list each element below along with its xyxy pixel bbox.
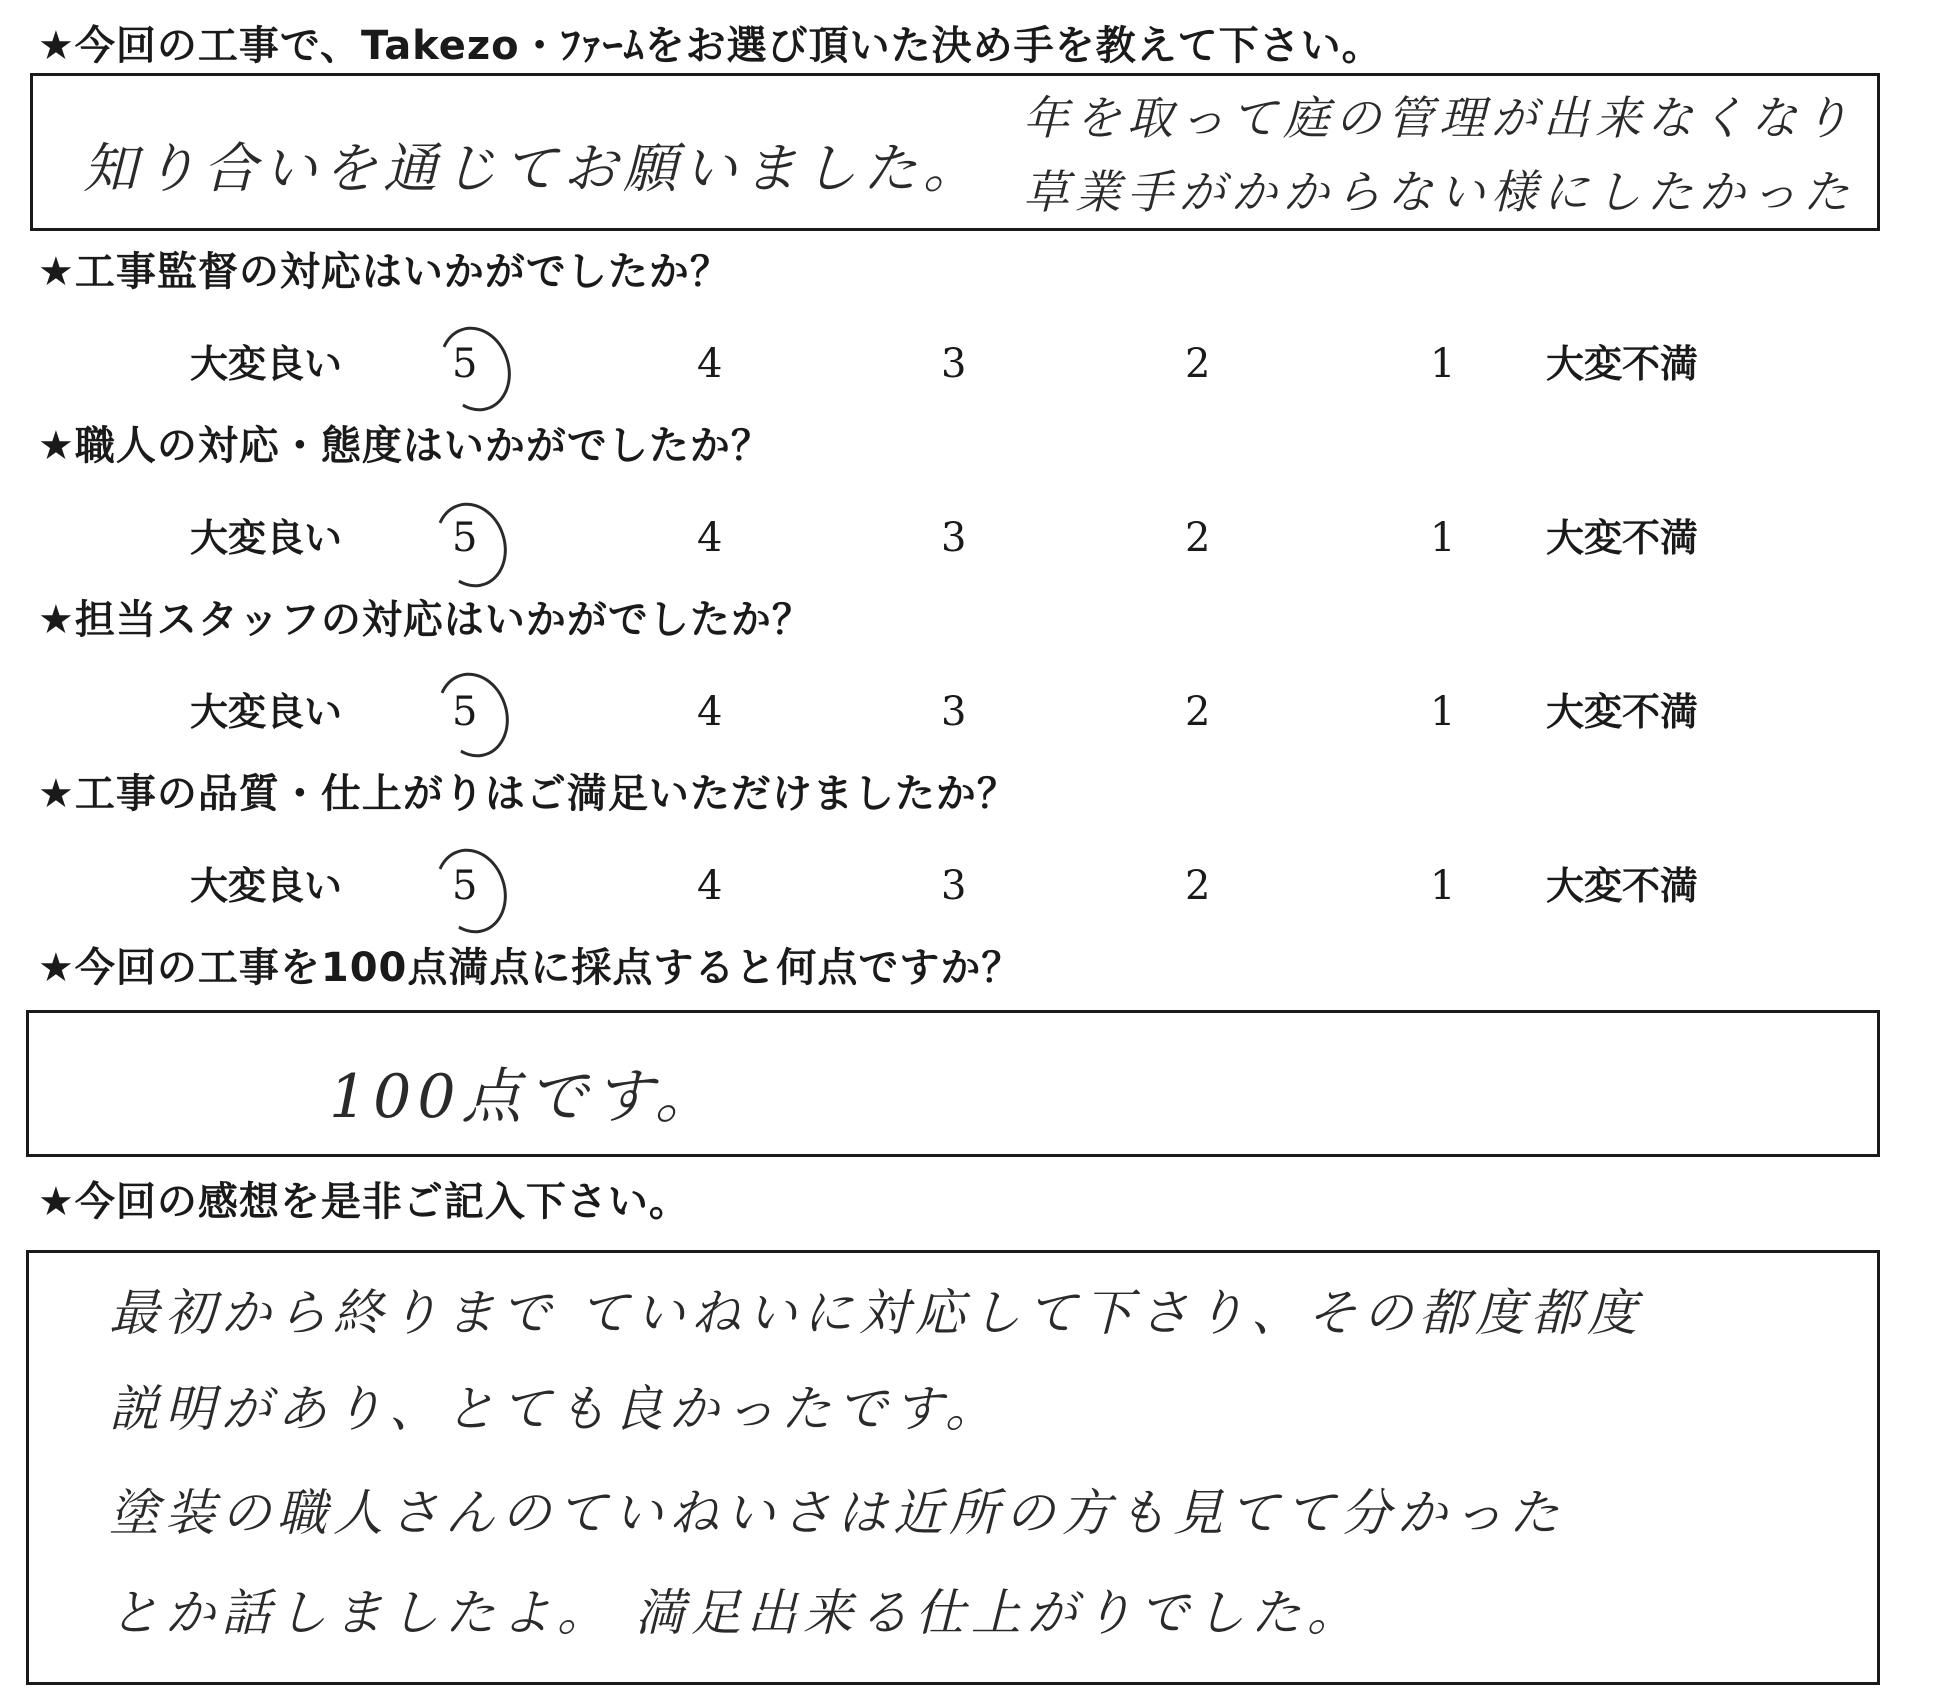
question-craftsmen: ★職人の対応・態度はいかがでしたか？ [38,423,772,469]
scale-option-5[interactable]: 5 [452,689,478,735]
rating-scale-craftsmen [0,508,1937,568]
scale-option-2[interactable]: 2 [1185,341,1211,387]
scale-option-2[interactable]: 2 [1185,689,1211,735]
scale-best-label: 大変良い [190,342,343,386]
scale-option-4[interactable]: 4 [697,515,723,561]
scale-option-2[interactable]: 2 [1185,863,1211,909]
selected-circle-mark [424,493,517,596]
scale-worst-label: 大変不満 [1546,690,1699,734]
question-impression: ★今回の感想を是非ご記入下さい。 [38,1179,690,1225]
handwritten-impression-line-1: 最初から終りまで ていねいに対応して下さり、その都度都度 [109,1284,1643,1342]
scale-option-4[interactable]: 4 [697,689,723,735]
scale-option-5[interactable]: 5 [452,515,478,561]
scale-option-4[interactable]: 4 [697,863,723,909]
scale-option-1[interactable]: 1 [1430,863,1456,909]
question-staff: ★担当スタッフの対応はいかがでしたか？ [38,597,813,643]
handwritten-impression-line-4: とか話しましたよ。 満足出来る仕上がりでした。 [109,1584,1363,1642]
rating-scale-quality [0,856,1937,916]
scale-option-1[interactable]: 1 [1430,515,1456,561]
scale-option-3[interactable]: 3 [941,863,967,909]
scale-option-3[interactable]: 3 [941,689,967,735]
scale-option-2[interactable]: 2 [1185,515,1211,561]
question-score: ★今回の工事を100点満点に採点すると何点ですか？ [38,945,1023,991]
question-reason: ★今回の工事で、Takezo・ﾌｧｰﾑをお選び頂いた決め手を教えて下さい。 [38,23,1383,69]
scale-option-3[interactable]: 3 [941,341,967,387]
scale-best-label: 大変良い [190,864,343,908]
scale-option-5[interactable]: 5 [452,341,478,387]
handwritten-reason-right-2: 草業手がかからない様にしたかった [1023,165,1855,219]
question-quality: ★工事の品質・仕上がりはご満足いただけましたか？ [38,771,1018,817]
scale-worst-label: 大変不満 [1546,864,1699,908]
question-supervisor: ★工事監督の対応はいかがでしたか？ [38,249,731,295]
handwritten-impression-line-2: 説明があり、とても良かったです。 [109,1380,1001,1438]
handwritten-score: 100点です。 [329,1062,721,1132]
answer-box-reason [30,73,1880,231]
scale-option-1[interactable]: 1 [1430,689,1456,735]
handwritten-impression-line-3: 塗装の職人さんのていねいさは近所の方も見てて分かった [109,1484,1565,1542]
answer-box-impression [26,1250,1880,1685]
scale-worst-label: 大変不満 [1546,516,1699,560]
answer-box-score [26,1010,1880,1157]
scale-option-1[interactable]: 1 [1430,341,1456,387]
rating-scale-supervisor [0,334,1937,394]
scale-best-label: 大変良い [190,690,343,734]
selected-circle-mark [428,317,521,420]
scale-worst-label: 大変不満 [1546,342,1699,386]
handwritten-reason-left: 知り合いを通じてお願いました。 [83,137,983,200]
scale-option-3[interactable]: 3 [941,515,967,561]
rating-scale-staff [0,682,1937,742]
selected-circle-mark [426,663,519,766]
selected-circle-mark [424,839,517,942]
scale-option-5[interactable]: 5 [452,863,478,909]
scale-best-label: 大変良い [190,516,343,560]
handwritten-reason-right-1: 年を取って庭の管理が出来なくなり [1023,91,1855,145]
scale-option-4[interactable]: 4 [697,341,723,387]
